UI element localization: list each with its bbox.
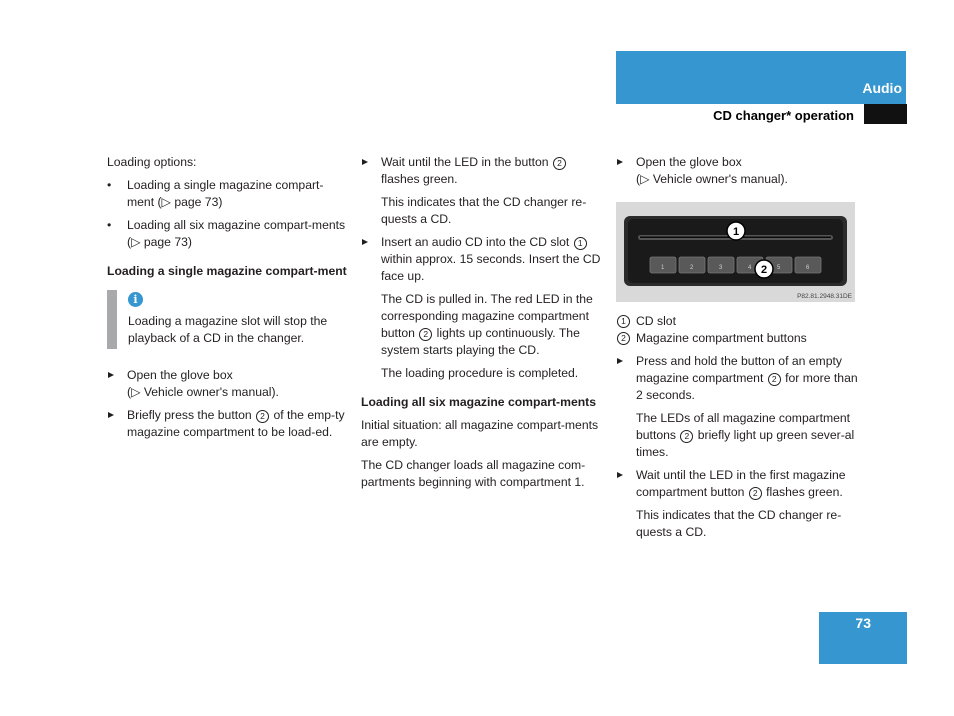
paragraph: The loading procedure is completed. [381, 366, 579, 380]
page-ref-link[interactable]: page 73) [174, 195, 223, 209]
step-item: Open the glove box (▷ Vehicle owner's manual). [107, 367, 349, 401]
section-heading: Loading all six magazine compart-ments [361, 395, 597, 409]
svg-text:1: 1 [732, 226, 740, 238]
page-ref-arrow-icon: ▷ [131, 235, 141, 249]
step-item: Insert an audio CD into the CD slot 1 within approx. 15 seconds. Insert the CD face up. [361, 234, 603, 285]
info-icon: i [128, 292, 143, 307]
column-2 [361, 154, 603, 497]
page-number: 73 [855, 615, 871, 631]
column-3 [616, 154, 858, 547]
marker-1-icon: 1 [574, 237, 587, 250]
svg-text:6: 6 [806, 265, 810, 271]
step-item: Press and hold the button of an empty magazine compartment 2 for more than 2 seconds. [616, 353, 858, 404]
legend-item: 1 CD slot [616, 313, 858, 330]
marker-2-icon: 2 [768, 373, 781, 386]
page-ref-arrow-icon: ▷ [161, 195, 171, 209]
svg-text:4: 4 [748, 265, 752, 271]
info-note [107, 290, 349, 349]
svg-text:3: 3 [719, 265, 723, 271]
step-item: Open the glove box (▷ Vehicle owner's manual). [616, 154, 858, 188]
list-item: • Loading a single magazine compart-ment (▷ page 73) [107, 177, 349, 211]
paragraph: This indicates that the CD changer re-quests a CD. [381, 195, 587, 226]
step-item: Wait until the LED in the button 2 flashes green. [361, 154, 603, 188]
svg-text:2: 2 [760, 264, 768, 276]
subsection-title: CD changer* operation [713, 108, 854, 123]
list-item: • Loading all six magazine compart-ments (▷ page 73) [107, 217, 349, 251]
cd-changer-figure [616, 202, 855, 302]
paragraph: This indicates that the CD changer re-quests a CD. [636, 508, 842, 539]
step-item: Briefly press the button 2 of the emp-ty magazine compartment to be load-ed. [107, 407, 349, 441]
paragraph: The LEDs of all magazine compartment buttons 2 briefly light up green sever-al times. [636, 411, 855, 459]
paragraph: The CD is pulled in. The red LED in the corresponding magazine compartment button 2 lights up continuously. The system starts playing the CD. [381, 292, 593, 357]
svg-text:5: 5 [777, 265, 781, 271]
marker-2-icon: 2 [749, 487, 762, 500]
section-title: Audio [862, 80, 902, 96]
marker-2-icon: 2 [419, 328, 432, 341]
marker-2-icon: 2 [680, 430, 693, 443]
legend-item: 2 Magazine compartment buttons [616, 330, 858, 347]
section-heading: Loading a single magazine compart-ment [107, 264, 347, 278]
paragraph: Initial situation: all magazine compart-ments are empty. [361, 418, 599, 449]
note-text: Loading a magazine slot will stop the playback of a CD in the changer. [128, 314, 328, 345]
note-bar [107, 290, 117, 349]
svg-text:1: 1 [661, 265, 665, 271]
marker-2-icon: 2 [617, 332, 630, 345]
page-ref-arrow-icon: ▷ [131, 385, 141, 399]
svg-text:2: 2 [690, 265, 694, 271]
column-1 [107, 154, 349, 447]
figure-code: P82.81.2948.31DE [797, 293, 852, 300]
marker-2-icon: 2 [553, 157, 566, 170]
step-item: Wait until the LED in the first magazine compartment button 2 flashes green. [616, 467, 858, 501]
marker-2-icon: 2 [256, 410, 269, 423]
marker-1-icon: 1 [617, 315, 630, 328]
page-ref-link[interactable]: page 73) [143, 235, 192, 249]
intro-text: Loading options: [107, 155, 197, 169]
paragraph: The CD changer loads all magazine com-partments beginning with compartment 1. [361, 458, 586, 489]
header-tab-marker [864, 104, 907, 124]
page-ref-arrow-icon: ▷ [640, 172, 650, 186]
